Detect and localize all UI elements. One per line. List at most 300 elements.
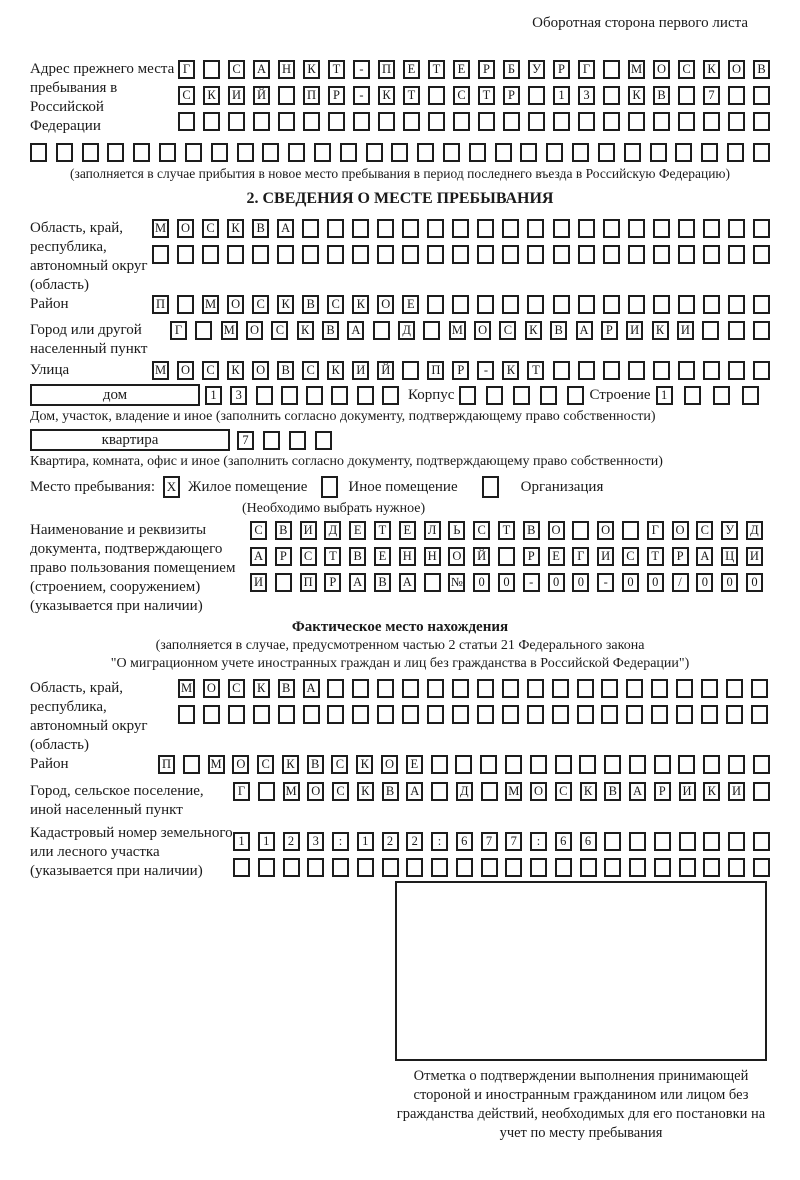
char-cell[interactable]: С xyxy=(300,547,317,566)
char-cell[interactable]: Т xyxy=(428,60,445,79)
char-cell[interactable]: 0 xyxy=(696,573,713,592)
char-cell[interactable] xyxy=(185,143,202,162)
char-cell[interactable]: К xyxy=(628,86,645,105)
char-cell[interactable]: И xyxy=(597,547,614,566)
char-cell[interactable] xyxy=(629,858,646,877)
char-cell[interactable]: В xyxy=(550,321,567,340)
char-cell[interactable]: 7 xyxy=(237,431,254,450)
char-cell[interactable] xyxy=(56,143,73,162)
char-cell[interactable] xyxy=(728,361,745,380)
char-cell[interactable]: М xyxy=(208,755,225,774)
char-cell[interactable]: Р xyxy=(503,86,520,105)
char-cell[interactable]: 3 xyxy=(578,86,595,105)
char-cell[interactable] xyxy=(237,143,254,162)
char-cell[interactable] xyxy=(653,112,670,131)
char-cell[interactable] xyxy=(283,858,300,877)
char-cell[interactable] xyxy=(603,112,620,131)
char-cell[interactable] xyxy=(469,143,486,162)
char-cell[interactable]: Р xyxy=(275,547,292,566)
char-cell[interactable]: А xyxy=(399,573,416,592)
char-cell[interactable]: О xyxy=(474,321,491,340)
char-cell[interactable] xyxy=(580,858,597,877)
char-cell[interactable]: : xyxy=(332,832,349,851)
char-cell[interactable]: С xyxy=(257,755,274,774)
char-cell[interactable]: В xyxy=(252,219,269,238)
char-cell[interactable]: О xyxy=(177,361,194,380)
char-cell[interactable]: Т xyxy=(527,361,544,380)
char-cell[interactable]: 0 xyxy=(548,573,565,592)
char-cell[interactable]: - xyxy=(597,573,614,592)
char-cell[interactable]: К xyxy=(277,295,294,314)
char-cell[interactable]: Р xyxy=(452,361,469,380)
char-cell[interactable]: В xyxy=(653,86,670,105)
char-cell[interactable]: 7 xyxy=(703,86,720,105)
char-cell[interactable]: Г xyxy=(578,60,595,79)
char-cell[interactable]: И xyxy=(679,782,696,801)
char-cell[interactable]: К xyxy=(703,60,720,79)
char-cell[interactable] xyxy=(578,295,595,314)
char-cell[interactable]: И xyxy=(746,547,763,566)
char-cell[interactable] xyxy=(552,679,569,698)
char-cell[interactable]: А xyxy=(253,60,270,79)
char-cell[interactable]: М xyxy=(628,60,645,79)
char-cell[interactable]: К xyxy=(652,321,669,340)
char-cell[interactable] xyxy=(262,143,279,162)
char-cell[interactable] xyxy=(302,245,319,264)
char-cell[interactable] xyxy=(327,705,344,724)
char-cell[interactable] xyxy=(459,386,476,405)
char-cell[interactable]: А xyxy=(303,679,320,698)
char-cell[interactable] xyxy=(302,219,319,238)
char-cell[interactable] xyxy=(603,361,620,380)
char-cell[interactable]: В xyxy=(322,321,339,340)
char-cell[interactable]: К xyxy=(703,782,720,801)
char-cell[interactable] xyxy=(728,86,745,105)
char-cell[interactable] xyxy=(288,143,305,162)
char-cell[interactable]: 1 xyxy=(553,86,570,105)
char-cell[interactable]: К xyxy=(203,86,220,105)
char-cell[interactable] xyxy=(753,755,770,774)
char-cell[interactable]: К xyxy=(502,361,519,380)
char-cell[interactable]: К xyxy=(378,86,395,105)
char-cell[interactable] xyxy=(728,245,745,264)
char-cell[interactable]: О xyxy=(246,321,263,340)
char-cell[interactable] xyxy=(626,679,643,698)
char-cell[interactable]: С xyxy=(302,361,319,380)
char-cell[interactable] xyxy=(753,295,770,314)
char-cell[interactable] xyxy=(626,705,643,724)
char-cell[interactable]: П xyxy=(378,60,395,79)
char-cell[interactable]: В xyxy=(349,547,366,566)
char-cell[interactable] xyxy=(502,245,519,264)
char-cell[interactable]: С xyxy=(327,295,344,314)
char-cell[interactable] xyxy=(378,112,395,131)
char-cell[interactable] xyxy=(572,521,589,540)
char-cell[interactable] xyxy=(555,755,572,774)
char-cell[interactable]: О xyxy=(377,295,394,314)
char-cell[interactable] xyxy=(327,679,344,698)
char-cell[interactable] xyxy=(452,679,469,698)
char-cell[interactable]: О xyxy=(530,782,547,801)
char-cell[interactable] xyxy=(703,832,720,851)
char-cell[interactable]: Р xyxy=(324,573,341,592)
char-cell[interactable]: Г xyxy=(572,547,589,566)
char-cell[interactable]: В xyxy=(275,521,292,540)
char-cell[interactable] xyxy=(377,219,394,238)
char-cell[interactable] xyxy=(530,755,547,774)
char-cell[interactable]: И xyxy=(728,782,745,801)
char-cell[interactable] xyxy=(357,386,374,405)
char-cell[interactable] xyxy=(278,705,295,724)
char-cell[interactable]: 7 xyxy=(505,832,522,851)
char-cell[interactable] xyxy=(622,521,639,540)
char-cell[interactable]: Е xyxy=(548,547,565,566)
char-cell[interactable] xyxy=(377,679,394,698)
char-cell[interactable] xyxy=(423,321,440,340)
char-cell[interactable] xyxy=(653,361,670,380)
char-cell[interactable] xyxy=(427,219,444,238)
char-cell[interactable] xyxy=(477,679,494,698)
char-cell[interactable]: С xyxy=(228,60,245,79)
char-cell[interactable] xyxy=(327,219,344,238)
char-cell[interactable]: 1 xyxy=(656,386,673,405)
char-cell[interactable] xyxy=(502,705,519,724)
char-cell[interactable]: 0 xyxy=(572,573,589,592)
char-cell[interactable]: О xyxy=(381,755,398,774)
char-cell[interactable] xyxy=(327,245,344,264)
checkbox-organization[interactable] xyxy=(482,476,499,498)
char-cell[interactable]: В xyxy=(604,782,621,801)
char-cell[interactable] xyxy=(601,679,618,698)
char-cell[interactable]: А xyxy=(349,573,366,592)
char-cell[interactable]: Т xyxy=(324,547,341,566)
char-cell[interactable]: 0 xyxy=(721,573,738,592)
char-cell[interactable] xyxy=(258,858,275,877)
char-cell[interactable]: У xyxy=(721,521,738,540)
char-cell[interactable] xyxy=(455,755,472,774)
char-cell[interactable]: С xyxy=(622,547,639,566)
char-cell[interactable]: Н xyxy=(399,547,416,566)
char-cell[interactable]: Т xyxy=(328,60,345,79)
char-cell[interactable] xyxy=(753,112,770,131)
char-cell[interactable]: 2 xyxy=(382,832,399,851)
char-cell[interactable]: С xyxy=(555,782,572,801)
char-cell[interactable] xyxy=(427,245,444,264)
char-cell[interactable]: 7 xyxy=(481,832,498,851)
char-cell[interactable] xyxy=(527,219,544,238)
char-cell[interactable] xyxy=(263,431,280,450)
char-cell[interactable]: А xyxy=(277,219,294,238)
char-cell[interactable] xyxy=(406,858,423,877)
char-cell[interactable] xyxy=(753,86,770,105)
char-cell[interactable] xyxy=(703,112,720,131)
char-cell[interactable]: О xyxy=(597,521,614,540)
char-cell[interactable]: Е xyxy=(374,547,391,566)
char-cell[interactable]: - xyxy=(523,573,540,592)
char-cell[interactable] xyxy=(753,321,770,340)
char-cell[interactable]: К xyxy=(356,755,373,774)
char-cell[interactable] xyxy=(703,858,720,877)
char-cell[interactable] xyxy=(417,143,434,162)
char-cell[interactable]: - xyxy=(353,60,370,79)
char-cell[interactable]: К xyxy=(227,219,244,238)
char-cell[interactable] xyxy=(315,431,332,450)
char-cell[interactable] xyxy=(427,295,444,314)
char-cell[interactable]: Й xyxy=(377,361,394,380)
char-cell[interactable] xyxy=(598,143,615,162)
char-cell[interactable]: И xyxy=(626,321,643,340)
char-cell[interactable] xyxy=(377,245,394,264)
char-cell[interactable] xyxy=(555,858,572,877)
char-cell[interactable]: К xyxy=(227,361,244,380)
char-cell[interactable]: К xyxy=(303,60,320,79)
char-cell[interactable] xyxy=(553,295,570,314)
char-cell[interactable]: 2 xyxy=(283,832,300,851)
char-cell[interactable] xyxy=(629,755,646,774)
char-cell[interactable] xyxy=(578,361,595,380)
char-cell[interactable]: 0 xyxy=(622,573,639,592)
char-cell[interactable]: М xyxy=(202,295,219,314)
char-cell[interactable]: 6 xyxy=(456,832,473,851)
char-cell[interactable]: Р xyxy=(328,86,345,105)
char-cell[interactable] xyxy=(233,858,250,877)
char-cell[interactable] xyxy=(728,219,745,238)
char-cell[interactable] xyxy=(431,858,448,877)
char-cell[interactable]: С xyxy=(252,295,269,314)
char-cell[interactable]: П xyxy=(303,86,320,105)
char-cell[interactable]: С xyxy=(202,361,219,380)
char-cell[interactable]: О xyxy=(548,521,565,540)
char-cell[interactable] xyxy=(751,705,768,724)
char-cell[interactable] xyxy=(352,705,369,724)
char-cell[interactable] xyxy=(728,112,745,131)
char-cell[interactable] xyxy=(203,112,220,131)
char-cell[interactable] xyxy=(431,782,448,801)
char-cell[interactable]: В xyxy=(523,521,540,540)
house-type-box[interactable]: дом xyxy=(30,384,200,406)
char-cell[interactable]: К xyxy=(580,782,597,801)
char-cell[interactable]: В xyxy=(307,755,324,774)
char-cell[interactable]: В xyxy=(302,295,319,314)
char-cell[interactable] xyxy=(727,143,744,162)
checkbox-other-premises[interactable] xyxy=(321,476,338,498)
char-cell[interactable]: 1 xyxy=(205,386,222,405)
char-cell[interactable] xyxy=(203,705,220,724)
char-cell[interactable] xyxy=(456,858,473,877)
char-cell[interactable]: А xyxy=(696,547,713,566)
char-cell[interactable]: А xyxy=(406,782,423,801)
char-cell[interactable] xyxy=(498,547,515,566)
char-cell[interactable]: С xyxy=(473,521,490,540)
char-cell[interactable] xyxy=(277,245,294,264)
char-cell[interactable]: С xyxy=(678,60,695,79)
char-cell[interactable]: К xyxy=(357,782,374,801)
char-cell[interactable]: П xyxy=(158,755,175,774)
char-cell[interactable] xyxy=(527,245,544,264)
char-cell[interactable] xyxy=(177,245,194,264)
char-cell[interactable] xyxy=(477,219,494,238)
char-cell[interactable] xyxy=(289,431,306,450)
char-cell[interactable] xyxy=(553,112,570,131)
char-cell[interactable]: И xyxy=(677,321,694,340)
char-cell[interactable] xyxy=(428,86,445,105)
char-cell[interactable] xyxy=(703,245,720,264)
char-cell[interactable] xyxy=(628,219,645,238)
char-cell[interactable] xyxy=(403,112,420,131)
char-cell[interactable]: 0 xyxy=(473,573,490,592)
char-cell[interactable]: О xyxy=(232,755,249,774)
char-cell[interactable] xyxy=(340,143,357,162)
char-cell[interactable]: М xyxy=(178,679,195,698)
char-cell[interactable] xyxy=(391,143,408,162)
char-cell[interactable]: Р xyxy=(654,782,671,801)
char-cell[interactable]: 1 xyxy=(357,832,374,851)
char-cell[interactable]: Б xyxy=(503,60,520,79)
char-cell[interactable] xyxy=(477,245,494,264)
char-cell[interactable]: С xyxy=(228,679,245,698)
char-cell[interactable]: Е xyxy=(453,60,470,79)
char-cell[interactable] xyxy=(629,832,646,851)
char-cell[interactable] xyxy=(133,143,150,162)
char-cell[interactable]: В xyxy=(374,573,391,592)
char-cell[interactable]: Й xyxy=(473,547,490,566)
char-cell[interactable]: 3 xyxy=(230,386,247,405)
char-cell[interactable] xyxy=(701,143,718,162)
char-cell[interactable] xyxy=(578,112,595,131)
char-cell[interactable] xyxy=(177,295,194,314)
char-cell[interactable]: А xyxy=(576,321,593,340)
char-cell[interactable]: Ц xyxy=(721,547,738,566)
char-cell[interactable]: Р xyxy=(672,547,689,566)
char-cell[interactable] xyxy=(382,858,399,877)
char-cell[interactable]: - xyxy=(477,361,494,380)
char-cell[interactable]: А xyxy=(250,547,267,566)
char-cell[interactable] xyxy=(676,679,693,698)
char-cell[interactable]: В xyxy=(382,782,399,801)
char-cell[interactable] xyxy=(481,858,498,877)
char-cell[interactable] xyxy=(331,386,348,405)
char-cell[interactable] xyxy=(402,245,419,264)
char-cell[interactable]: 0 xyxy=(746,573,763,592)
char-cell[interactable] xyxy=(480,755,497,774)
char-cell[interactable]: 2 xyxy=(406,832,423,851)
char-cell[interactable]: М xyxy=(221,321,238,340)
char-cell[interactable] xyxy=(577,679,594,698)
char-cell[interactable] xyxy=(675,143,692,162)
char-cell[interactable] xyxy=(502,295,519,314)
char-cell[interactable]: Д xyxy=(456,782,473,801)
char-cell[interactable] xyxy=(366,143,383,162)
char-cell[interactable]: 3 xyxy=(307,832,324,851)
char-cell[interactable]: П xyxy=(300,573,317,592)
char-cell[interactable] xyxy=(431,755,448,774)
char-cell[interactable]: Т xyxy=(403,86,420,105)
char-cell[interactable]: И xyxy=(352,361,369,380)
char-cell[interactable] xyxy=(502,679,519,698)
char-cell[interactable]: Г xyxy=(647,521,664,540)
char-cell[interactable] xyxy=(486,386,503,405)
char-cell[interactable] xyxy=(579,755,596,774)
char-cell[interactable]: М xyxy=(152,219,169,238)
char-cell[interactable]: Т xyxy=(647,547,664,566)
char-cell[interactable]: И xyxy=(250,573,267,592)
char-cell[interactable]: О xyxy=(227,295,244,314)
char-cell[interactable]: С xyxy=(250,521,267,540)
char-cell[interactable] xyxy=(505,858,522,877)
char-cell[interactable] xyxy=(753,832,770,851)
char-cell[interactable] xyxy=(552,705,569,724)
char-cell[interactable] xyxy=(377,705,394,724)
char-cell[interactable]: О xyxy=(203,679,220,698)
char-cell[interactable] xyxy=(253,112,270,131)
char-cell[interactable] xyxy=(628,112,645,131)
char-cell[interactable]: Л xyxy=(424,521,441,540)
char-cell[interactable]: И xyxy=(228,86,245,105)
char-cell[interactable] xyxy=(703,361,720,380)
char-cell[interactable]: О xyxy=(448,547,465,566)
char-cell[interactable] xyxy=(278,112,295,131)
char-cell[interactable] xyxy=(253,705,270,724)
char-cell[interactable] xyxy=(726,679,743,698)
char-cell[interactable]: : xyxy=(431,832,448,851)
char-cell[interactable]: Г xyxy=(233,782,250,801)
char-cell[interactable] xyxy=(751,679,768,698)
char-cell[interactable] xyxy=(604,832,621,851)
char-cell[interactable] xyxy=(653,245,670,264)
char-cell[interactable] xyxy=(577,705,594,724)
char-cell[interactable] xyxy=(528,86,545,105)
char-cell[interactable] xyxy=(477,705,494,724)
char-cell[interactable] xyxy=(228,112,245,131)
char-cell[interactable] xyxy=(452,245,469,264)
char-cell[interactable] xyxy=(702,321,719,340)
char-cell[interactable] xyxy=(678,245,695,264)
char-cell[interactable] xyxy=(701,679,718,698)
char-cell[interactable] xyxy=(654,755,671,774)
char-cell[interactable] xyxy=(202,245,219,264)
char-cell[interactable] xyxy=(678,86,695,105)
char-cell[interactable] xyxy=(373,321,390,340)
char-cell[interactable] xyxy=(651,679,668,698)
char-cell[interactable] xyxy=(481,782,498,801)
char-cell[interactable] xyxy=(753,219,770,238)
char-cell[interactable]: О xyxy=(653,60,670,79)
char-cell[interactable] xyxy=(650,143,667,162)
char-cell[interactable]: : xyxy=(530,832,547,851)
char-cell[interactable] xyxy=(601,705,618,724)
apartment-type-box[interactable]: квартира xyxy=(30,429,230,451)
char-cell[interactable]: Е xyxy=(402,295,419,314)
char-cell[interactable]: Д xyxy=(746,521,763,540)
char-cell[interactable]: С xyxy=(178,86,195,105)
char-cell[interactable] xyxy=(753,782,770,801)
char-cell[interactable] xyxy=(30,143,47,162)
char-cell[interactable]: Т xyxy=(374,521,391,540)
char-cell[interactable]: С xyxy=(453,86,470,105)
char-cell[interactable]: М xyxy=(505,782,522,801)
char-cell[interactable] xyxy=(402,219,419,238)
char-cell[interactable] xyxy=(703,295,720,314)
char-cell[interactable] xyxy=(742,386,759,405)
char-cell[interactable] xyxy=(553,361,570,380)
char-cell[interactable]: 6 xyxy=(580,832,597,851)
char-cell[interactable] xyxy=(540,386,557,405)
char-cell[interactable]: Й xyxy=(253,86,270,105)
char-cell[interactable] xyxy=(303,705,320,724)
char-cell[interactable]: 0 xyxy=(498,573,515,592)
char-cell[interactable] xyxy=(258,782,275,801)
char-cell[interactable] xyxy=(159,143,176,162)
